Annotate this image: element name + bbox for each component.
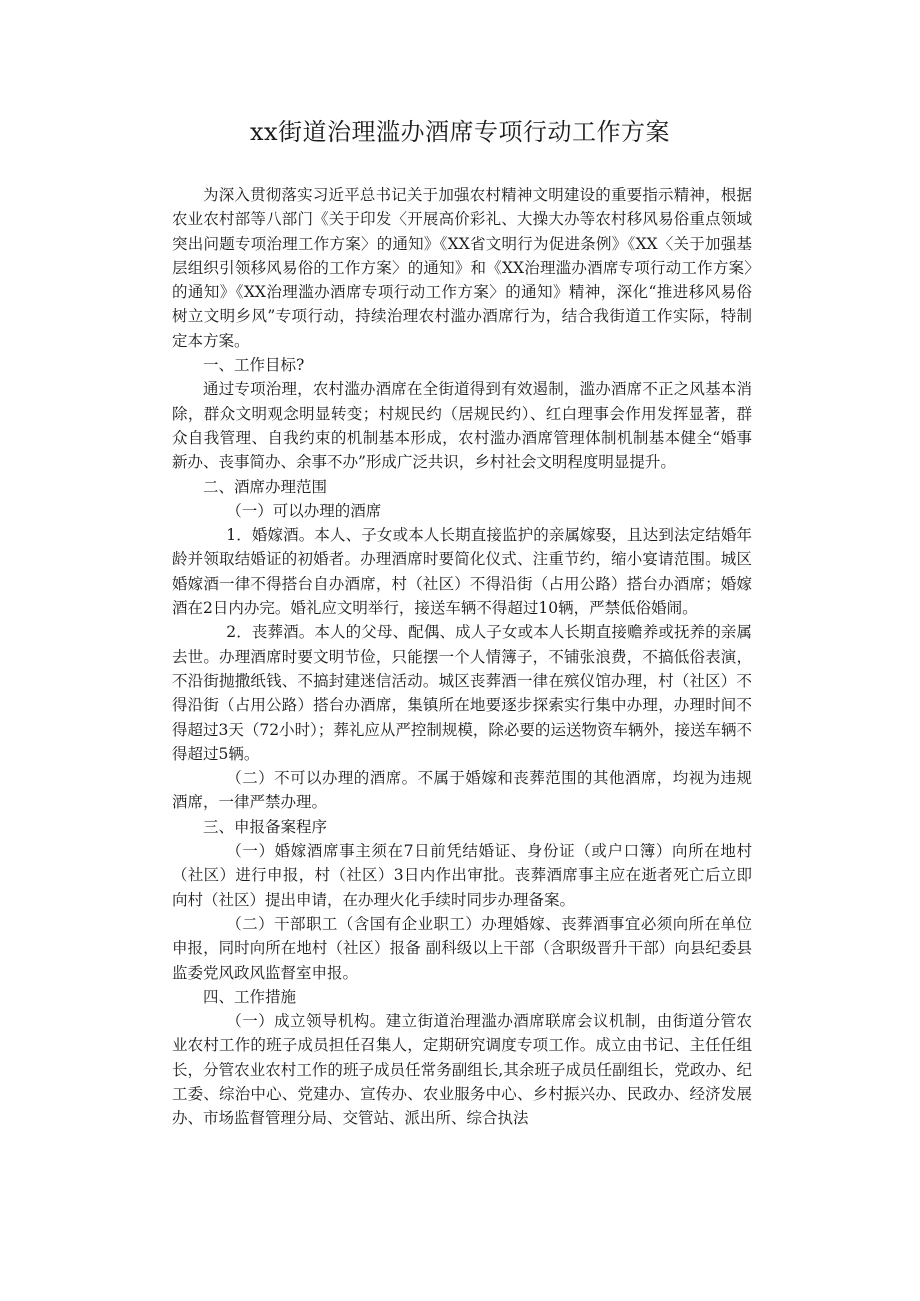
intro-paragraph: 为深入贯彻落实习近平总书记关于加强农村精神文明建设的重要指示精神，根据农业农村部等八部门《关于印发〈开展高价彩礼、大操大办等农村移风易俗重点领域突出问题专项治理工作方案〉的通知》《XX省文明行为促进条例》《XX〈关于加强基层组织引领移风易俗的工作方案〉的通知》和《XX治理滥办酒席专项行动工作方案〉的通知》《XX治理滥办酒席专项行动工作方案〉的通知》精神，深化“推进移风易俗树立文明乡风”专项行动，持续治理农村滥办酒席行为，结合我街道工作实际，特制定本方案。 <box>172 186 752 350</box>
section-heading: 四、工作措施 <box>203 987 297 1006</box>
body-paragraph: （一）成立领导机构。建立街道治理滥办酒席联席会议机制，由街道分管农业农村工作的班子成员担任召集人，定期研究调度专项工作。成立由书记、主任任组长，分管农业农村工作的班子成员任常务副组长,其余班子成员任副组长，党政办、纪工委、综治中心、党建办、宣传办、农业服务中心、乡村振兴办、民政办、经济发展办、市场监督管理分局、交管站、派出所、综合执法 <box>172 1012 752 1128</box>
body-paragraph: （二）不可以办理的酒席。不属于婚嫁和丧葬范围的其他酒席，均视为违规酒席，一律严禁办理。 <box>172 769 752 812</box>
body-paragraph: （一）婚嫁酒席事主须在7日前凭结婚证、身份证（或户口簿）向所在地村（社区）进行申报，村（社区）3日内作出审批。丧葬酒席事主应在逝者死亡后立即向村（社区）提出申请，在办理火化手续时同步办理备案。 <box>172 842 752 909</box>
document-title: xx街道治理滥办酒席专项行动工作方案 <box>249 118 671 146</box>
section-heading: 一、工作目标? <box>203 356 305 375</box>
subsection-heading: （一）可以办理的酒席 <box>226 501 382 520</box>
document-body <box>172 183 752 1131</box>
body-paragraph: （二）干部职工（含国有企业职工）办理婚嫁、丧葬酒事宜必须向所在单位申报，同时向所在地村（社区）报备 副科级以上干部（含职级晋升干部）向县纪委县监委党风政风监督室申报。 <box>172 914 752 982</box>
body-paragraph: 1．婚嫁酒。本人、子女或本人长期直接监护的亲属嫁娶，且达到法定结婚年龄并领取结婚证的初婚者。办理酒席时要简化仪式、注重节约，缩小宴请范围。城区婚嫁酒一律不得搭台自办酒席，村（社区）不得沿街（占用公路）搭台办酒席；婚嫁酒在2日内办完。婚礼应文明举行，接送车辆不得超过10辆，严禁低俗婚闹。 <box>172 526 752 618</box>
body-paragraph: 2．丧葬酒。本人的父母、配偶、成人子女或本人长期直接赡养或抚养的亲属去世。办理酒席时要文明节俭，只能摆一个人情簿子，不铺张浪费，不搞低俗表演，不沿街抛撒纸钱、不搞封建迷信活动。城区丧葬酒一律在殡仪馆办理，村（社区）不得沿街（占用公路）搭台办酒席，集镇所在地要逐步探索实行集中办理，办理时间不得超过3天（72小时）；葬礼应从严控制规模，除必要的运送物资车辆外，接送车辆不得超过5辆。 <box>172 623 752 763</box>
body-paragraph: 通过专项治理，农村滥办酒席在全街道得到有效遏制，滥办酒席不正之风基本消除，群众文明观念明显转变；村规民约（居规民约）、红白理事会作用发挥显著，群众自我管理、自我约束的机制基本形成，农村滥办酒席管理体制机制基本健全“婚事新办、丧事简办、余事不办”形成广泛共识，乡村社会文明程度明显提升。 <box>172 380 752 472</box>
section-heading: 二、酒席办理范围 <box>203 477 328 496</box>
section-heading: 三、申报备案程序 <box>203 817 328 836</box>
